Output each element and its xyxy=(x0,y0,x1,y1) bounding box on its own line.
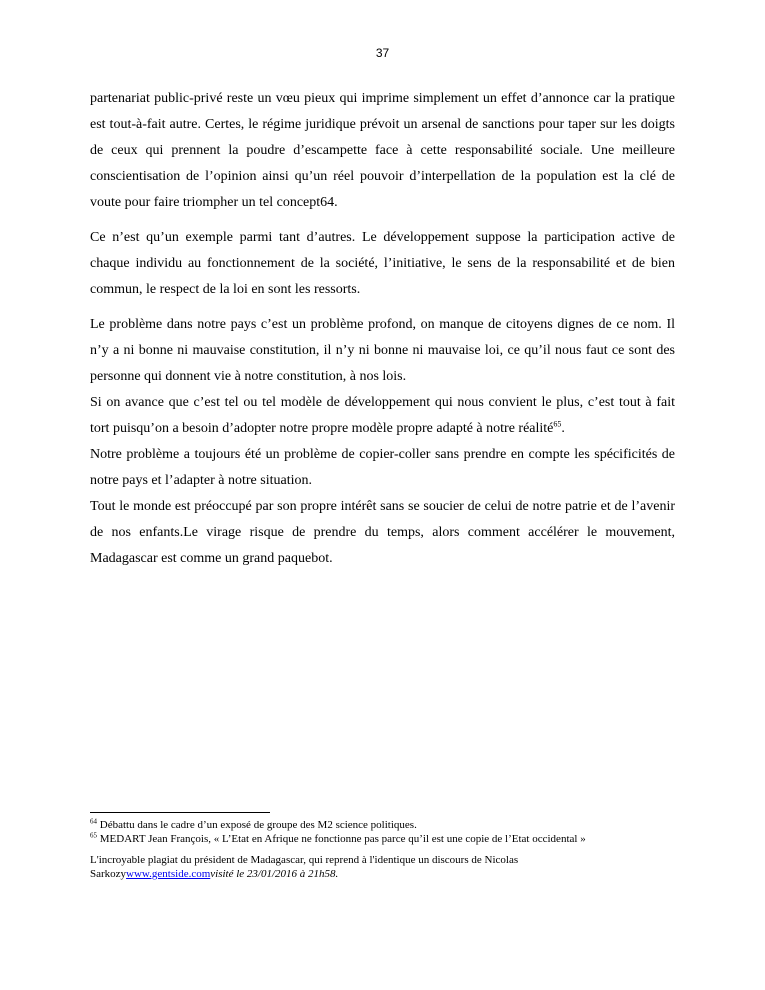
footnote-65 xyxy=(90,832,690,846)
paragraph-4 xyxy=(90,390,675,442)
footnote-65-text: MEDART Jean François, « L’Etat en Afrique ne fonctionne pas parce qu’il est une copie de l’Etat occidental » xyxy=(97,833,586,845)
footnote-separator xyxy=(90,812,270,813)
footnote-64-text: Débattu dans le cadre d’un exposé de groupe des M2 science politiques. xyxy=(97,819,417,831)
paragraph-2: Ce n’est qu’un exemple parmi tant d’autres. Le développement suppose la participation active de chaque individu au fonctionnement de la société, l’initiative, le sens de la responsabilité et de bien commun, le respect de la loi en sont les ressorts. xyxy=(90,230,675,297)
footnote-65-number: 65 xyxy=(90,831,97,840)
visited-date: visité le 23/01/2016 à 21h58. xyxy=(210,868,339,880)
paragraph-4-text: Si on avance que c’est tel ou tel modèle de développement qui nous convient le plus, c’est tout à fait tort puisqu’on a besoin d’adopter notre propre modèle propre adapté à notre réalité xyxy=(90,395,675,436)
footnote-64-number: 64 xyxy=(90,817,97,826)
footnote-65-continuation xyxy=(90,853,590,881)
page-number: 37 xyxy=(375,46,390,60)
paragraph-1: partenariat public-privé reste un vœu pieux qui imprime simplement un effet d’annonce car la pratique est tout-à-fait autre. Certes, le régime juridique prévoit un arsenal de sanctions pour taper sur les doigts de ceux qui prennent la poudre d’escampette face à cette responsabilité sociale. Une meilleure conscientisation de l’opinion ainsi qu’un réel pouvoir d’interpellation de la population est la clé de voute pour faire triompher un tel concept64. xyxy=(90,91,675,210)
paragraph-3: Le problème dans notre pays c’est un problème profond, on manque de citoyens dignes de ce nom. Il n’y a ni bonne ni mauvaise constitution, il n’y ni bonne ni mauvaise loi, ce qu’il nous faut ce sont des personne qui donnent vie à notre constitution, à nos lois. xyxy=(90,317,675,384)
footnote-64 xyxy=(90,818,690,832)
paragraph-4-end: . xyxy=(561,421,565,436)
paragraph-6: Tout le monde est préoccupé par son propre intérêt sans se soucier de celui de notre patrie et de l’avenir de nos enfants.Le virage risque de prendre du temps, alors comment accélérer le mouvement, Madagascar est comme un grand paquebot. xyxy=(90,499,675,566)
footnote-ref-65[interactable]: 65 xyxy=(553,419,562,429)
gentside-link[interactable]: www.gentside.com xyxy=(126,868,211,880)
body-text xyxy=(90,86,675,572)
footnotes xyxy=(90,812,690,881)
footnote-continuation-text: L'incroyable plagiat du président de Madagascar, qui reprend à l'identique un discours de Nicolas Sarkozy xyxy=(90,854,519,880)
paragraph-5: Notre problème a toujours été un problème de copier-coller sans prendre en compte les spécificités de notre pays et l’adapter à notre situation. xyxy=(90,447,675,488)
